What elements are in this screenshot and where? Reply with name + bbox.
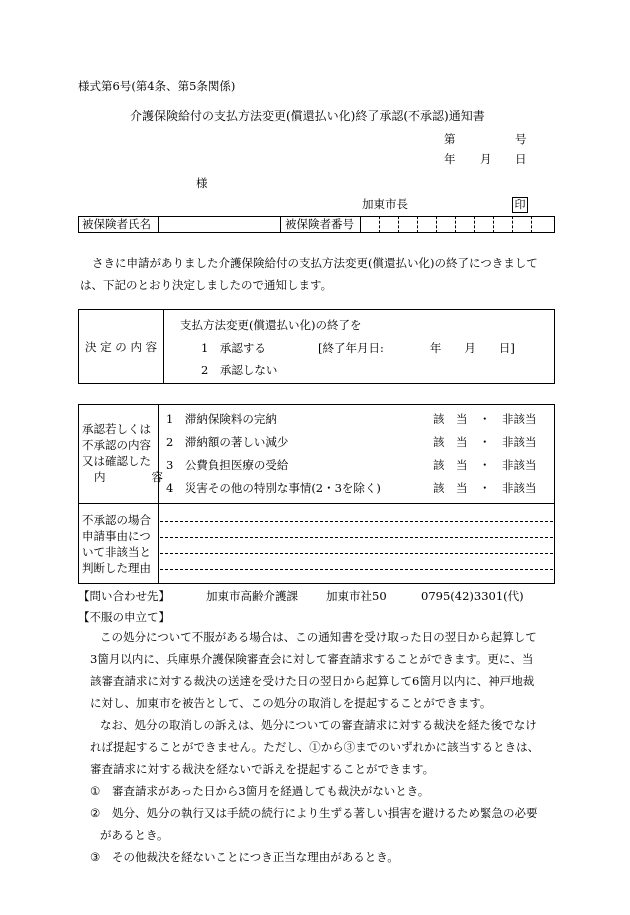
digit-divider [474, 216, 475, 233]
confirm-item-1-status: 該 当 ・ 非該当 [433, 412, 537, 426]
form-number: 様式第6号(第4条、第5条関係) [78, 79, 236, 93]
appeal-item-2-continued: があるとき。 [100, 828, 169, 842]
digit-divider [493, 216, 494, 233]
contact-phone: 0795(42)3301(代) [421, 589, 524, 603]
digit-divider [436, 216, 437, 233]
appeal-line-4: に対し、加東市を被告として、この処分の取消しを提起することができます。 [90, 696, 492, 710]
divider [280, 216, 281, 233]
divider [163, 309, 164, 384]
divider [78, 503, 555, 504]
reason-label-line-2: 申請事由につ [82, 529, 151, 543]
issuer-name: 加東市長 [362, 197, 408, 211]
contact-department: 加東市高齢介護課 [206, 589, 298, 603]
reason-label-line-4: 判断した理由 [82, 561, 151, 575]
confirm-label-line-1: 承認若しくは [82, 422, 151, 436]
divider [158, 404, 159, 584]
digit-divider [455, 216, 456, 233]
appeal-item-3-text: その他裁決を経ないことにつき正当な理由があるとき。 [112, 850, 399, 864]
doc-number-prefix: 第 [444, 132, 456, 146]
insured-number-label: 被保険者番号 [285, 217, 354, 231]
appeal-line-6: れば提起することができません。ただし、①から③までのいずれかに該当するときは、 [90, 740, 540, 754]
digit-divider [512, 216, 513, 233]
decision-option-approve: 1 承認する [201, 341, 266, 355]
appeal-line-2: 3箇月以内に、兵庫県介護保険審査会に対して審査請求することができます。更に、当 [90, 652, 534, 666]
confirm-item-4: 4 災害その他の特別な事情(2・3を除く) [166, 481, 381, 495]
seal-mark: 印 [512, 197, 528, 213]
date-year: 年 [444, 152, 456, 166]
reason-label-line-1: 不承認の場合 [82, 513, 151, 527]
divider [360, 216, 361, 233]
confirm-item-4-status: 該 当 ・ 非該当 [433, 481, 537, 495]
decision-end-date: [終了年月日: 年 月 日] [318, 341, 515, 355]
confirm-item-3-status: 該 当 ・ 非該当 [433, 458, 537, 472]
digit-divider [531, 216, 532, 233]
contact-label: 【問い合わせ先】 [78, 589, 170, 603]
insured-name-label: 被保険者氏名 [82, 217, 151, 231]
contact-address: 加東市社50 [326, 589, 387, 603]
appeal-line-7: 審査請求に対する裁決を経ないで訴えを提起することができます。 [90, 762, 435, 776]
reason-label-line-3: いて非該当と [82, 545, 151, 559]
appeal-item-3-mark: ③ [90, 850, 101, 864]
confirm-item-1: 1 滞納保険料の完納 [166, 412, 277, 426]
digit-divider [398, 216, 399, 233]
confirm-item-3: 3 公費負担医療の受給 [166, 458, 289, 472]
date-month: 月 [480, 152, 492, 166]
document-title: 介護保険給付の支払方法変更(償還払い化)終了承認(不承認)通知書 [130, 109, 485, 123]
body-line-2: は、下記のとおり決定しましたので通知します。 [80, 278, 333, 292]
reason-write-line [160, 569, 553, 570]
appeal-item-1-text: 審査請求があった日から3箇月を経過しても裁決がないとき。 [112, 784, 430, 798]
date-day: 日 [515, 152, 527, 166]
confirm-item-2: 2 滞納額の著しい減少 [166, 435, 289, 449]
divider [158, 216, 159, 233]
reason-write-line [160, 521, 553, 522]
decision-option-reject: 2 承認しない [201, 363, 278, 377]
decision-label: 決 定 の 内 容 [85, 340, 158, 354]
digit-divider [417, 216, 418, 233]
confirm-label-line-4: 内 容 [94, 470, 163, 484]
confirm-item-2-status: 該 当 ・ 非該当 [433, 435, 537, 449]
appeal-line-1: この処分について不服がある場合は、この通知書を受け取った日の翌日から起算して [100, 630, 537, 644]
doc-number-suffix: 号 [515, 132, 527, 146]
body-line-1: さきに申請がありました介護保険給付の支払方法変更(償還払い化)の終了につきまして [92, 256, 538, 270]
decision-heading: 支払方法変更(償還払い化)の終了を [180, 318, 362, 332]
appeal-heading: 【不服の申立て】 [78, 610, 170, 624]
addressee-suffix: 様 [196, 176, 208, 190]
appeal-item-2-mark: ② [90, 806, 101, 820]
confirm-label-line-2: 不承認の内容 [82, 438, 151, 452]
appeal-item-2-text: 処分、処分の執行又は手続の続行により生ずる著しい損害を避けるため緊急の必要 [112, 806, 538, 820]
reason-write-line [160, 537, 553, 538]
appeal-line-5: なお、処分の取消しの訴えは、処分についての審査請求に対する裁決を経た後でなけ [100, 718, 537, 732]
appeal-line-3: 該審査請求に対する裁決の送達を受けた日の翌日から起算して6箇月以内に、神戸地裁 [90, 674, 535, 688]
digit-divider [379, 216, 380, 233]
appeal-item-1-mark: ① [90, 784, 101, 798]
reason-write-line [160, 553, 553, 554]
confirm-label-line-3: 又は確認した [82, 454, 151, 468]
